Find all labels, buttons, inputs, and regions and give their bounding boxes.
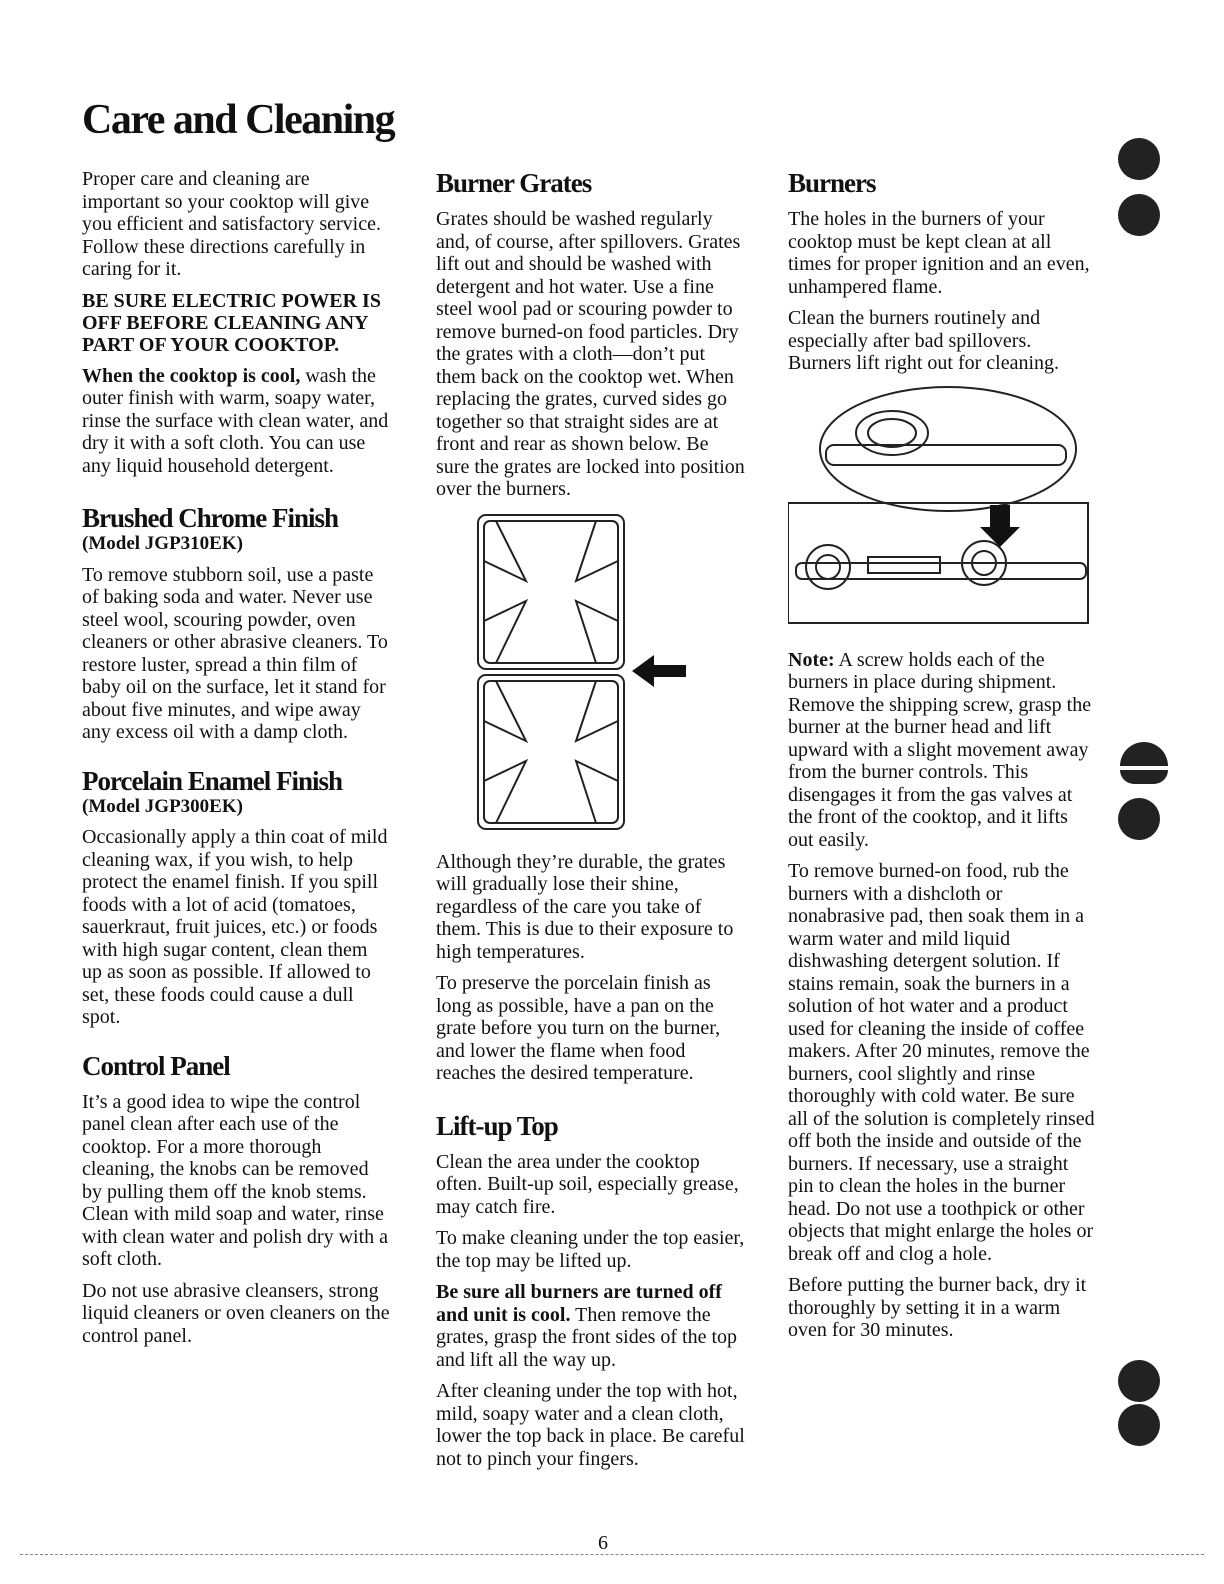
binder-hole-icon [1118, 798, 1160, 840]
control-heading: Control Panel [82, 1050, 230, 1081]
burners-heading: Burners [788, 168, 876, 198]
binder-tab-icon [1120, 742, 1168, 766]
grates-heading: Burner Grates [436, 168, 592, 198]
liftup-paragraph-2: To make cleaning under the top easier, the top may be lifted up. [436, 1227, 745, 1272]
before-paragraph: Before putting the burner back, dry it thoroughly by setting it in a warm oven for 30 minutes. [788, 1274, 1087, 1341]
liftup-paragraph-1: Clean the area under the cooktop often. Built-up soil, especially grease, may catch fire. [436, 1150, 739, 1218]
binder-hole-icon [1118, 194, 1160, 236]
column-middle [436, 168, 746, 1479]
cool-lead: When the cooktop is cool, [82, 364, 301, 387]
intro-paragraph: Proper care and cleaning are important so your cooktop will give you efficient and satisfactory service. Follow these directions carefully in caring for it. [82, 168, 381, 280]
remove-paragraph: To remove burned-on food, rub the burners with a dishcloth or nonabrasive pad, then soak them in a warm water and mild liquid dishwashing detergent solution. If stains remain, soak the burners in a solution of hot water and a product used for cleaning the inside of coffee makers. After 20 minutes, remove the burners, cool slightly and rinse thoroughly with cold water. Be sure all of the solution is completely rinsed off both the inside and outside of the burners. If necessary, use a straight pin to clean the holes in the burner head. Do not use a toothpick or other objects that might enlarge the holes or break off and clog a hole. [788, 860, 1095, 1265]
liftup-paragraph-4: After cleaning under the top with hot, mild, soapy water and a clean cloth, lower the top back in place. Be careful not to pinch your fingers. [436, 1380, 745, 1470]
grates-illustration [436, 511, 736, 837]
liftup-heading: Lift-up Top [436, 1110, 558, 1141]
chrome-heading: Brushed Chrome Finish [82, 503, 339, 533]
binder-hole-icon [1118, 138, 1160, 180]
column-left [82, 168, 392, 1356]
arrow-icon [632, 655, 686, 687]
column-right [788, 168, 1098, 1351]
chrome-model: (Model JGP310EK) [82, 533, 243, 554]
preserve-paragraph: To preserve the porcelain finish as long as possible, have a pan on the grate before you turn on the burner, and lower the flame when food reaches the desired temperature. [436, 972, 721, 1084]
control-paragraph-2: Do not use abrasive cleansers, strong liquid cleaners or oven cleaners on the control panel. [82, 1279, 390, 1347]
power-warning: BE SURE ELECTRIC POWER IS OFF BEFORE CLEANING ANY PART OF YOUR COOKTOP. [82, 289, 381, 356]
binder-hole-icon [1118, 1404, 1160, 1446]
cool-text: wash the outer finish with warm, soapy water, rinse the surface with clean water, and dry it with a soft cloth. You can use any liquid household detergent. [82, 364, 389, 477]
porcelain-paragraph: Occasionally apply a thin coat of mild cleaning wax, if you wish, to help protect the enamel finish. If you spill foods with a lot of acid (tomatoes, sauerkraut, fruit juices, etc.) or foods with high sugar content, clean them up as soon as possible. If allowed to set, these foods could cause a dull spot. [82, 826, 388, 1028]
grates-paragraph: Grates should be washed regularly and, of course, after spillovers. Grates lift out and should be washed with detergent and hot water. Use a fine steel wool pad or scouring powder to remove burned-on food particles. Dry the grates with a cloth—don’t put them back on the cooktop wet. When replacing the grates, curved sides go together so that straight sides are at front and rear as shown below. Be sure the grates are locked into position over the burners. [436, 208, 745, 500]
burners-paragraph-1: The holes in the burners of your cooktop must be kept clean at all times for proper ignition and an even, unhampered flame. [788, 208, 1090, 298]
burners-paragraph-2: Clean the burners routinely and especially after bad spillovers. Burners lift right out for cleaning. [788, 307, 1060, 374]
porcelain-model: (Model JGP300EK) [82, 795, 243, 817]
cool-paragraph [82, 365, 392, 478]
burner-illustration [788, 385, 1098, 635]
durable-paragraph: Although they’re durable, the grates will gradually lose their shine, regardless of the care you take of them. This is due to their exposure to high temperatures. [436, 850, 734, 963]
binder-hole-icon [1118, 1360, 1160, 1402]
note-paragraph [788, 649, 1098, 852]
note-text: A screw holds each of the burners in place during shipment. Remove the shipping screw, grasp the burner at the burner head and lift upward with a slight movement away from the burner controls. This disengages it from the gas valves at the front of the cooktop, and it lifts out easily. [788, 648, 1092, 851]
liftup-paragraph-3 [436, 1281, 746, 1371]
binder-tab-icon [1120, 770, 1168, 784]
porcelain-heading: Porcelain Enamel Finish [82, 765, 343, 796]
chrome-paragraph: To remove stubborn soil, use a paste of baking soda and water. Never use steel wool, scouring powder, oven cleaners or other abrasive cleaners. To restore luster, spread a thin film of baby oil on the surface, let it stand for about five minutes, and wipe away any excess oil with a damp cloth. [82, 563, 388, 743]
liftup-lead: Be sure all burners are turned off and unit is cool. [436, 1281, 722, 1326]
page-title: Care and Cleaning [82, 97, 395, 143]
page-number: 6 [598, 1532, 608, 1554]
control-paragraph-1: It’s a good idea to wipe the control panel clean after each use of the cooktop. For a more thorough cleaning, the knobs can be removed by pulling them off the knob stems. Clean with mild soap and water, rinse with clean water and polish dry with a soft cloth. [82, 1090, 389, 1270]
liftup-text-3: Then remove the grates, grasp the front sides of the top and lift all the way up. [436, 1303, 738, 1371]
bottom-rule [20, 1554, 1204, 1555]
note-lead: Note: [788, 648, 835, 671]
